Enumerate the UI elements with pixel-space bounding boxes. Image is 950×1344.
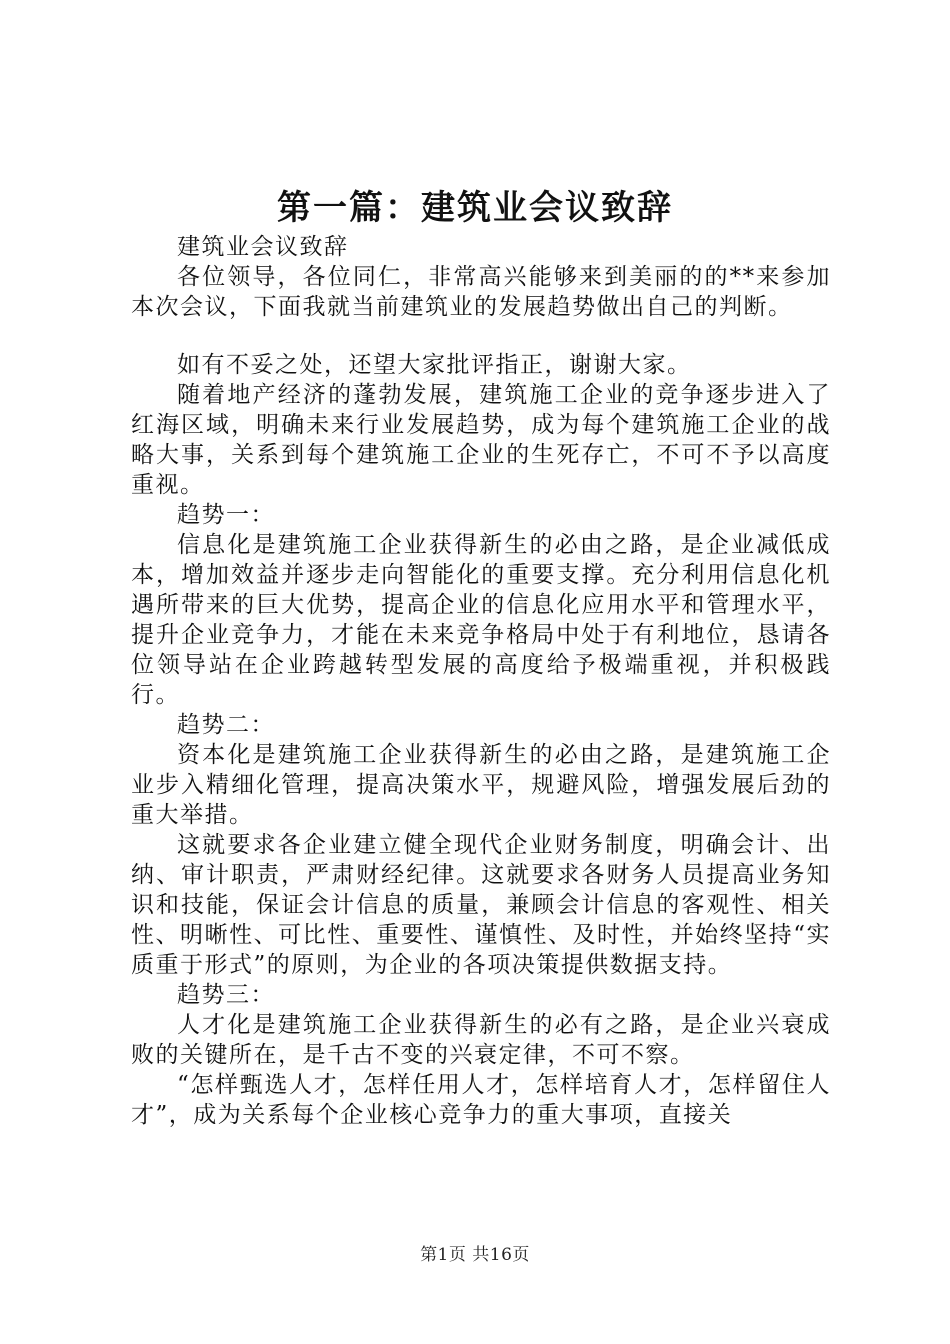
trend-two-detail-paragraph: 这就要求各企业建立健全现代企业财务制度，明确会计、出纳、审计职责，严肃财经纪律。这就要求各财务人员提高业务知识和技能，保证会计信息的质量，兼顾会计信息的客观性、相关性、明晰性、可比性、重要性、谨慎性、及时性，并始终坚持“实质重于形式”的原则，为企业的各项决策提供数据支持。 bbox=[131, 832, 831, 978]
document-body bbox=[131, 232, 831, 1130]
trend-three-paragraph: 人才化是建筑施工企业获得新生的必有之路，是企业兴衰成败的关键所在，是千古不变的兴衰定律，不可不察。 bbox=[131, 1012, 831, 1068]
trend-one-heading: 趋势一： bbox=[177, 502, 275, 528]
page-footer: 第1页 共16页 bbox=[420, 1245, 530, 1265]
paragraph-opening: 各位领导，各位同仁，非常高兴能够来到美丽的的**来参加本次会议，下面我就当前建筑业的发展趋势做出自己的判断。 bbox=[131, 264, 831, 320]
paragraph-heading: 建筑业会议致辞 bbox=[177, 234, 349, 260]
document-title: 第一篇：建筑业会议致辞 bbox=[277, 188, 673, 228]
paragraph-closing-remark: 如有不妥之处，还望大家批评指正，谢谢大家。 bbox=[177, 352, 692, 378]
trend-three-heading: 趋势三： bbox=[177, 982, 275, 1008]
paragraph-background: 随着地产经济的蓬勃发展，建筑施工企业的竞争逐步进入了红海区域，明确未来行业发展趋势，成为每个建筑施工企业的战略大事，关系到每个建筑施工企业的生死存亡，不可不予以高度重视。 bbox=[131, 382, 831, 498]
talent-paragraph: “怎样甄选人才，怎样任用人才，怎样培育人才，怎样留住人才”，成为关系每个企业核心竞争力的重大事项，直接关 bbox=[131, 1072, 831, 1128]
trend-two-heading: 趋势二： bbox=[177, 712, 275, 738]
trend-two-paragraph: 资本化是建筑施工企业获得新生的必由之路，是建筑施工企业步入精细化管理，提高决策水平，规避风险，增强发展后劲的重大举措。 bbox=[131, 742, 831, 828]
trend-one-paragraph: 信息化是建筑施工企业获得新生的必由之路，是企业减低成本，增加效益并逐步走向智能化的重要支撑。充分利用信息化机遇所带来的巨大优势，提高企业的信息化应用水平和管理水平，提升企业竞争力，才能在未来竞争格局中处于有利地位，恳请各位领导站在企业跨越转型发展的高度给予极端重视，并积极践行。 bbox=[131, 532, 831, 708]
